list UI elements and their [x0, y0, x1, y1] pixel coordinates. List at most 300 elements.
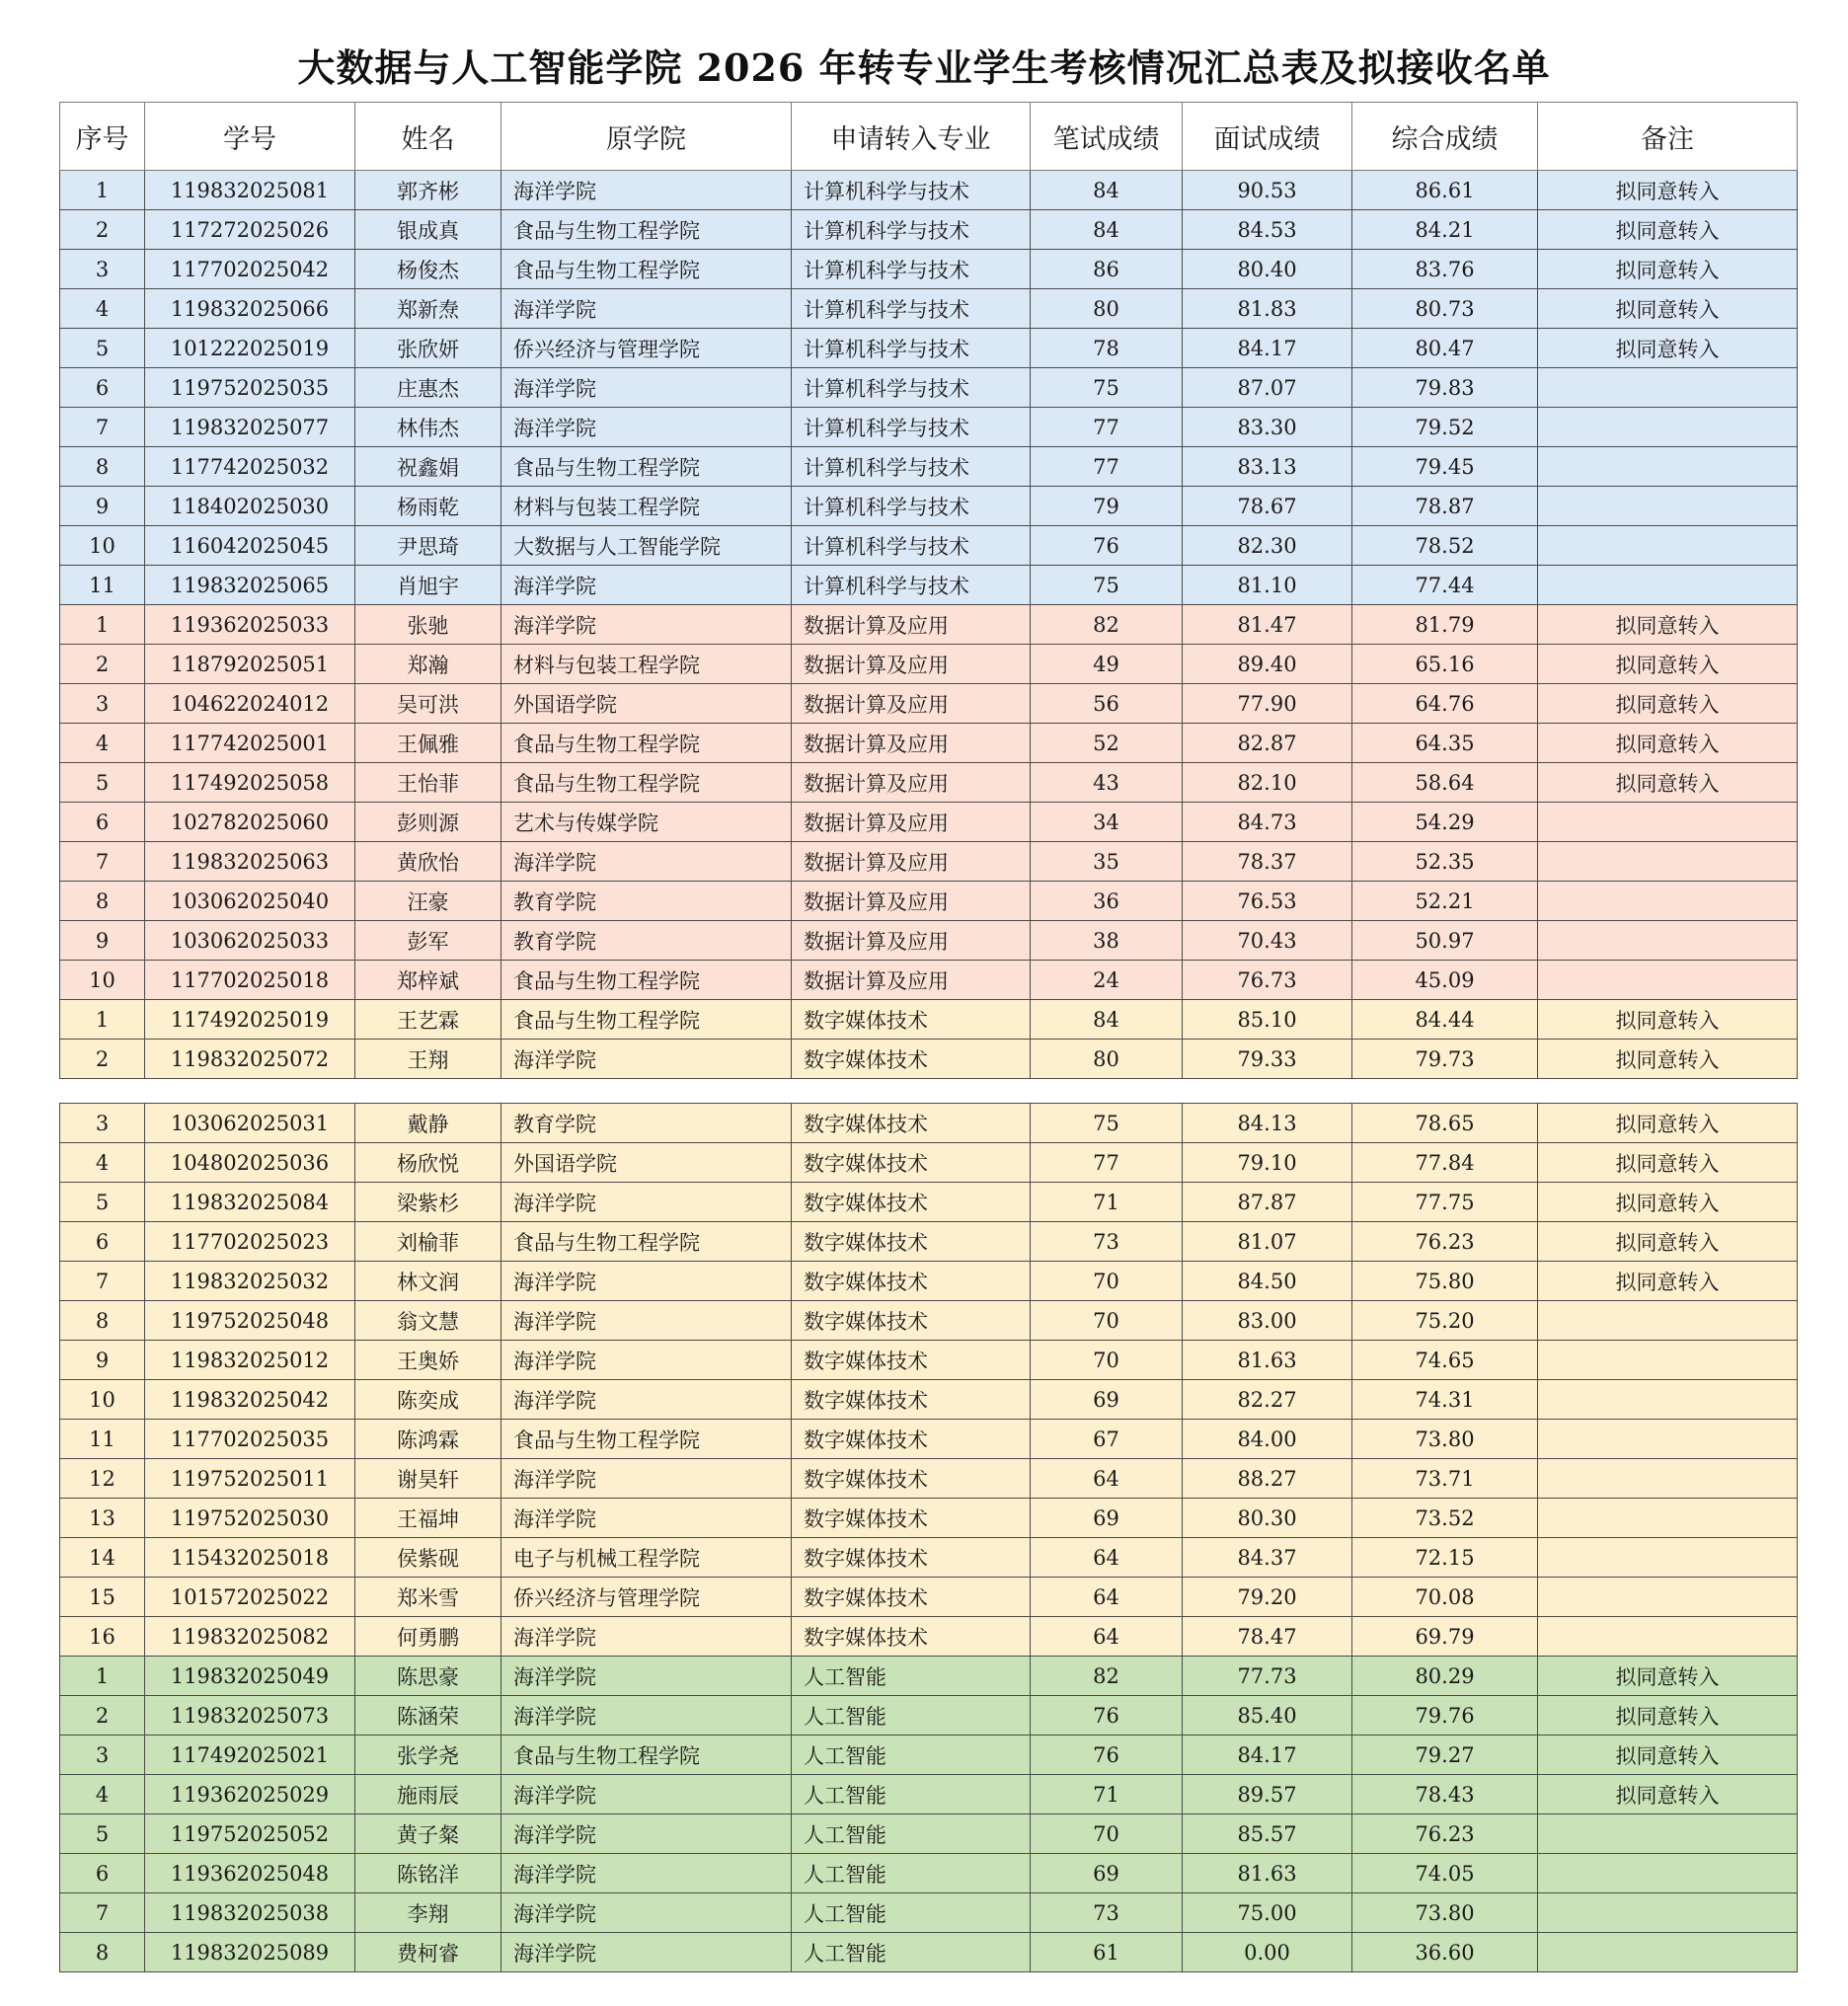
table-row: [60, 645, 1798, 684]
cell-student-id: 119362025029: [145, 1775, 355, 1814]
cell-written-score: 80: [1031, 1040, 1183, 1079]
cell-target-major: 数字媒体技术: [792, 1578, 1031, 1617]
cell-total-score: 75.20: [1352, 1301, 1538, 1341]
cell-written-score: 34: [1031, 803, 1183, 842]
cell-total-score: 79.73: [1352, 1040, 1538, 1079]
cell-name: 银成真: [355, 210, 501, 250]
cell-original-college: 海洋学院: [501, 1380, 792, 1420]
cell-original-college: 食品与生物工程学院: [501, 250, 792, 289]
cell-target-major: 计算机科学与技术: [792, 250, 1031, 289]
cell-name: 王佩雅: [355, 724, 501, 763]
cell-remarks: [1538, 882, 1798, 921]
table-row: [60, 329, 1798, 368]
cell-seq: 1: [60, 1657, 145, 1696]
cell-written-score: 36: [1031, 882, 1183, 921]
table-row: [60, 368, 1798, 408]
table-row: [60, 447, 1798, 487]
cell-total-score: 74.65: [1352, 1341, 1538, 1380]
cell-target-major: 数字媒体技术: [792, 1341, 1031, 1380]
cell-remarks: [1538, 921, 1798, 961]
cell-total-score: 76.23: [1352, 1814, 1538, 1854]
cell-target-major: 人工智能: [792, 1814, 1031, 1854]
cell-seq: 5: [60, 1814, 145, 1854]
cell-interview-score: 88.27: [1183, 1459, 1352, 1499]
cell-target-major: 数据计算及应用: [792, 803, 1031, 842]
cell-interview-score: 84.73: [1183, 803, 1352, 842]
cell-original-college: 海洋学院: [501, 1617, 792, 1657]
cell-student-id: 103062025033: [145, 921, 355, 961]
cell-name: 陈铭洋: [355, 1854, 501, 1893]
cell-remarks: 拟同意转入: [1538, 171, 1798, 210]
cell-target-major: 人工智能: [792, 1775, 1031, 1814]
cell-target-major: 计算机科学与技术: [792, 526, 1031, 566]
cell-target-major: 计算机科学与技术: [792, 487, 1031, 526]
cell-seq: 9: [60, 1341, 145, 1380]
cell-name: 尹思琦: [355, 526, 501, 566]
cell-original-college: 海洋学院: [501, 1893, 792, 1933]
cell-name: 何勇鹏: [355, 1617, 501, 1657]
cell-original-college: 食品与生物工程学院: [501, 763, 792, 803]
cell-student-id: 119832025084: [145, 1183, 355, 1222]
cell-seq: 5: [60, 329, 145, 368]
cell-target-major: 人工智能: [792, 1736, 1031, 1775]
cell-remarks: [1538, 487, 1798, 526]
cell-seq: 3: [60, 250, 145, 289]
cell-written-score: 49: [1031, 645, 1183, 684]
cell-written-score: 77: [1031, 447, 1183, 487]
cell-name: 戴静: [355, 1104, 501, 1143]
table-row: [60, 1538, 1798, 1578]
cell-total-score: 83.76: [1352, 250, 1538, 289]
cell-name: 谢昊轩: [355, 1459, 501, 1499]
table-row: [60, 1143, 1798, 1183]
header-target-major: 申请转入专业: [792, 103, 1031, 171]
cell-original-college: 食品与生物工程学院: [501, 1000, 792, 1040]
cell-interview-score: 82.87: [1183, 724, 1352, 763]
cell-target-major: 数字媒体技术: [792, 1262, 1031, 1301]
cell-total-score: 52.21: [1352, 882, 1538, 921]
cell-remarks: [1538, 1617, 1798, 1657]
cell-original-college: 海洋学院: [501, 1040, 792, 1079]
cell-name: 吴可洪: [355, 684, 501, 724]
cell-seq: 1: [60, 605, 145, 645]
cell-interview-score: 81.10: [1183, 566, 1352, 605]
cell-total-score: 86.61: [1352, 171, 1538, 210]
cell-written-score: 75: [1031, 1104, 1183, 1143]
summary-table-part-2: [59, 1103, 1798, 1972]
table-row: [60, 566, 1798, 605]
cell-written-score: 52: [1031, 724, 1183, 763]
cell-student-id: 101222025019: [145, 329, 355, 368]
cell-seq: 15: [60, 1578, 145, 1617]
cell-total-score: 77.44: [1352, 566, 1538, 605]
cell-written-score: 76: [1031, 526, 1183, 566]
cell-remarks: 拟同意转入: [1538, 329, 1798, 368]
cell-target-major: 数据计算及应用: [792, 684, 1031, 724]
cell-seq: 7: [60, 1893, 145, 1933]
cell-total-score: 80.73: [1352, 289, 1538, 329]
cell-written-score: 84: [1031, 1000, 1183, 1040]
cell-original-college: 海洋学院: [501, 1183, 792, 1222]
cell-name: 祝鑫娟: [355, 447, 501, 487]
cell-original-college: 电子与机械工程学院: [501, 1538, 792, 1578]
cell-student-id: 119752025052: [145, 1814, 355, 1854]
cell-name: 林伟杰: [355, 408, 501, 447]
cell-remarks: 拟同意转入: [1538, 1222, 1798, 1262]
cell-name: 李翔: [355, 1893, 501, 1933]
table-row: [60, 1736, 1798, 1775]
cell-student-id: 102782025060: [145, 803, 355, 842]
cell-remarks: 拟同意转入: [1538, 684, 1798, 724]
cell-remarks: [1538, 842, 1798, 882]
cell-written-score: 69: [1031, 1380, 1183, 1420]
cell-student-id: 119832025081: [145, 171, 355, 210]
cell-name: 施雨辰: [355, 1775, 501, 1814]
cell-original-college: 艺术与传媒学院: [501, 803, 792, 842]
table-row: [60, 1657, 1798, 1696]
cell-total-score: 79.76: [1352, 1696, 1538, 1736]
cell-seq: 6: [60, 803, 145, 842]
cell-name: 彭则源: [355, 803, 501, 842]
cell-name: 黄子粲: [355, 1814, 501, 1854]
cell-remarks: 拟同意转入: [1538, 1696, 1798, 1736]
cell-name: 黄欣怡: [355, 842, 501, 882]
cell-seq: 2: [60, 210, 145, 250]
table-row: [60, 1183, 1798, 1222]
table-row: [60, 1814, 1798, 1854]
cell-remarks: 拟同意转入: [1538, 210, 1798, 250]
cell-original-college: 海洋学院: [501, 289, 792, 329]
cell-name: 梁紫杉: [355, 1183, 501, 1222]
cell-remarks: [1538, 1459, 1798, 1499]
table-row: [60, 1262, 1798, 1301]
cell-name: 王艺霖: [355, 1000, 501, 1040]
cell-original-college: 食品与生物工程学院: [501, 210, 792, 250]
table-row: [60, 526, 1798, 566]
cell-name: 庄惠杰: [355, 368, 501, 408]
cell-interview-score: 83.13: [1183, 447, 1352, 487]
cell-remarks: 拟同意转入: [1538, 1657, 1798, 1696]
cell-target-major: 人工智能: [792, 1893, 1031, 1933]
cell-interview-score: 80.40: [1183, 250, 1352, 289]
cell-written-score: 71: [1031, 1775, 1183, 1814]
cell-seq: 4: [60, 1143, 145, 1183]
cell-student-id: 115432025018: [145, 1538, 355, 1578]
cell-interview-score: 77.73: [1183, 1657, 1352, 1696]
cell-original-college: 食品与生物工程学院: [501, 724, 792, 763]
table-row: [60, 408, 1798, 447]
cell-original-college: 食品与生物工程学院: [501, 447, 792, 487]
cell-total-score: 58.64: [1352, 763, 1538, 803]
cell-interview-score: 85.10: [1183, 1000, 1352, 1040]
cell-original-college: 海洋学院: [501, 1262, 792, 1301]
table-row: [60, 487, 1798, 526]
cell-target-major: 计算机科学与技术: [792, 210, 1031, 250]
cell-name: 王奥娇: [355, 1341, 501, 1380]
cell-name: 郑瀚: [355, 645, 501, 684]
cell-original-college: 教育学院: [501, 1104, 792, 1143]
table-row: [60, 1380, 1798, 1420]
table-row: [60, 842, 1798, 882]
cell-seq: 3: [60, 1736, 145, 1775]
cell-written-score: 73: [1031, 1893, 1183, 1933]
cell-interview-score: 75.00: [1183, 1893, 1352, 1933]
header-original-college: 原学院: [501, 103, 792, 171]
cell-name: 陈思豪: [355, 1657, 501, 1696]
cell-student-id: 117702025042: [145, 250, 355, 289]
cell-total-score: 50.97: [1352, 921, 1538, 961]
cell-name: 郑梓斌: [355, 961, 501, 1000]
cell-remarks: [1538, 1933, 1798, 1972]
cell-total-score: 77.75: [1352, 1183, 1538, 1222]
cell-interview-score: 78.37: [1183, 842, 1352, 882]
cell-student-id: 117742025032: [145, 447, 355, 487]
cell-total-score: 64.35: [1352, 724, 1538, 763]
cell-written-score: 77: [1031, 1143, 1183, 1183]
cell-total-score: 54.29: [1352, 803, 1538, 842]
cell-target-major: 数字媒体技术: [792, 1538, 1031, 1578]
cell-remarks: 拟同意转入: [1538, 763, 1798, 803]
cell-written-score: 64: [1031, 1578, 1183, 1617]
cell-interview-score: 78.47: [1183, 1617, 1352, 1657]
cell-target-major: 数字媒体技术: [792, 1222, 1031, 1262]
table-row: [60, 289, 1798, 329]
table-row: [60, 210, 1798, 250]
cell-seq: 4: [60, 289, 145, 329]
cell-written-score: 79: [1031, 487, 1183, 526]
cell-interview-score: 81.63: [1183, 1341, 1352, 1380]
cell-original-college: 材料与包装工程学院: [501, 645, 792, 684]
cell-interview-score: 89.40: [1183, 645, 1352, 684]
cell-target-major: 数据计算及应用: [792, 882, 1031, 921]
cell-total-score: 75.80: [1352, 1262, 1538, 1301]
cell-seq: 8: [60, 882, 145, 921]
cell-target-major: 数字媒体技术: [792, 1499, 1031, 1538]
cell-remarks: 拟同意转入: [1538, 1736, 1798, 1775]
cell-seq: 3: [60, 684, 145, 724]
cell-target-major: 数据计算及应用: [792, 763, 1031, 803]
header-seq: 序号: [60, 103, 145, 171]
cell-written-score: 70: [1031, 1814, 1183, 1854]
cell-seq: 14: [60, 1538, 145, 1578]
cell-seq: 2: [60, 1696, 145, 1736]
cell-name: 林文润: [355, 1262, 501, 1301]
cell-original-college: 海洋学院: [501, 1696, 792, 1736]
cell-original-college: 外国语学院: [501, 1143, 792, 1183]
cell-remarks: 拟同意转入: [1538, 724, 1798, 763]
cell-remarks: 拟同意转入: [1538, 1262, 1798, 1301]
cell-written-score: 82: [1031, 605, 1183, 645]
cell-target-major: 数据计算及应用: [792, 605, 1031, 645]
cell-original-college: 食品与生物工程学院: [501, 1420, 792, 1459]
cell-student-id: 116042025045: [145, 526, 355, 566]
cell-student-id: 118402025030: [145, 487, 355, 526]
cell-student-id: 117702025035: [145, 1420, 355, 1459]
cell-student-id: 119832025049: [145, 1657, 355, 1696]
cell-remarks: [1538, 1380, 1798, 1420]
cell-interview-score: 84.53: [1183, 210, 1352, 250]
cell-student-id: 119752025011: [145, 1459, 355, 1499]
cell-remarks: [1538, 1499, 1798, 1538]
cell-seq: 11: [60, 1420, 145, 1459]
cell-total-score: 73.80: [1352, 1420, 1538, 1459]
cell-original-college: 教育学院: [501, 921, 792, 961]
cell-written-score: 70: [1031, 1262, 1183, 1301]
cell-seq: 6: [60, 1222, 145, 1262]
cell-total-score: 79.45: [1352, 447, 1538, 487]
cell-interview-score: 70.43: [1183, 921, 1352, 961]
cell-seq: 16: [60, 1617, 145, 1657]
cell-total-score: 74.05: [1352, 1854, 1538, 1893]
cell-name: 肖旭宇: [355, 566, 501, 605]
table-row: [60, 763, 1798, 803]
cell-written-score: 35: [1031, 842, 1183, 882]
cell-target-major: 数字媒体技术: [792, 1380, 1031, 1420]
cell-student-id: 119832025082: [145, 1617, 355, 1657]
cell-total-score: 73.52: [1352, 1499, 1538, 1538]
table-row: [60, 171, 1798, 210]
cell-written-score: 78: [1031, 329, 1183, 368]
cell-original-college: 海洋学院: [501, 1499, 792, 1538]
cell-written-score: 77: [1031, 408, 1183, 447]
cell-interview-score: 89.57: [1183, 1775, 1352, 1814]
cell-student-id: 119832025077: [145, 408, 355, 447]
table-row: [60, 803, 1798, 842]
cell-seq: 6: [60, 368, 145, 408]
cell-seq: 7: [60, 408, 145, 447]
cell-remarks: [1538, 566, 1798, 605]
cell-seq: 13: [60, 1499, 145, 1538]
cell-total-score: 77.84: [1352, 1143, 1538, 1183]
table-row: [60, 1000, 1798, 1040]
table-row: [60, 605, 1798, 645]
table-body-part-2: [60, 1104, 1798, 1972]
cell-original-college: 大数据与人工智能学院: [501, 526, 792, 566]
cell-written-score: 84: [1031, 171, 1183, 210]
cell-remarks: 拟同意转入: [1538, 1000, 1798, 1040]
cell-remarks: 拟同意转入: [1538, 605, 1798, 645]
cell-target-major: 数据计算及应用: [792, 645, 1031, 684]
cell-original-college: 海洋学院: [501, 1933, 792, 1972]
cell-student-id: 118792025051: [145, 645, 355, 684]
cell-remarks: [1538, 368, 1798, 408]
cell-student-id: 119832025073: [145, 1696, 355, 1736]
cell-written-score: 75: [1031, 566, 1183, 605]
cell-name: 侯紫砚: [355, 1538, 501, 1578]
cell-remarks: [1538, 803, 1798, 842]
cell-original-college: 海洋学院: [501, 1301, 792, 1341]
cell-original-college: 海洋学院: [501, 171, 792, 210]
cell-total-score: 79.52: [1352, 408, 1538, 447]
cell-remarks: 拟同意转入: [1538, 250, 1798, 289]
cell-remarks: 拟同意转入: [1538, 1775, 1798, 1814]
cell-seq: 10: [60, 1380, 145, 1420]
cell-written-score: 73: [1031, 1222, 1183, 1262]
cell-interview-score: 87.07: [1183, 368, 1352, 408]
cell-original-college: 外国语学院: [501, 684, 792, 724]
cell-interview-score: 83.30: [1183, 408, 1352, 447]
table-row: [60, 250, 1798, 289]
table-row: [60, 1578, 1798, 1617]
cell-written-score: 38: [1031, 921, 1183, 961]
cell-target-major: 人工智能: [792, 1933, 1031, 1972]
cell-original-college: 海洋学院: [501, 1814, 792, 1854]
cell-student-id: 119362025048: [145, 1854, 355, 1893]
table-row: [60, 1499, 1798, 1538]
cell-original-college: 食品与生物工程学院: [501, 1222, 792, 1262]
cell-interview-score: 82.30: [1183, 526, 1352, 566]
table-row: [60, 684, 1798, 724]
table-row: [60, 1933, 1798, 1972]
cell-total-score: 70.08: [1352, 1578, 1538, 1617]
header-interview-score: 面试成绩: [1183, 103, 1352, 171]
cell-student-id: 119752025030: [145, 1499, 355, 1538]
cell-interview-score: 84.17: [1183, 1736, 1352, 1775]
cell-student-id: 117492025058: [145, 763, 355, 803]
cell-name: 刘榆菲: [355, 1222, 501, 1262]
cell-original-college: 海洋学院: [501, 1341, 792, 1380]
cell-seq: 2: [60, 1040, 145, 1079]
cell-interview-score: 85.40: [1183, 1696, 1352, 1736]
cell-written-score: 82: [1031, 1657, 1183, 1696]
cell-written-score: 75: [1031, 368, 1183, 408]
cell-original-college: 海洋学院: [501, 842, 792, 882]
cell-total-score: 65.16: [1352, 645, 1538, 684]
table-row: [60, 1420, 1798, 1459]
cell-target-major: 数字媒体技术: [792, 1143, 1031, 1183]
cell-total-score: 73.80: [1352, 1893, 1538, 1933]
cell-seq: 7: [60, 1262, 145, 1301]
cell-student-id: 117272025026: [145, 210, 355, 250]
cell-original-college: 海洋学院: [501, 1854, 792, 1893]
cell-student-id: 101572025022: [145, 1578, 355, 1617]
cell-total-score: 80.29: [1352, 1657, 1538, 1696]
cell-seq: 11: [60, 566, 145, 605]
table-row: [60, 1696, 1798, 1736]
cell-target-major: 人工智能: [792, 1854, 1031, 1893]
cell-total-score: 79.83: [1352, 368, 1538, 408]
cell-written-score: 24: [1031, 961, 1183, 1000]
document-title: 大数据与人工智能学院 2026 年转专业学生考核情况汇总表及拟接收名单: [297, 45, 1551, 90]
cell-written-score: 80: [1031, 289, 1183, 329]
cell-target-major: 数字媒体技术: [792, 1420, 1031, 1459]
cell-name: 杨雨乾: [355, 487, 501, 526]
table-row: [60, 882, 1798, 921]
cell-total-score: 81.79: [1352, 605, 1538, 645]
table-body-part-1: [60, 171, 1798, 1079]
cell-written-score: 70: [1031, 1341, 1183, 1380]
cell-name: 王怡菲: [355, 763, 501, 803]
table-row: [60, 1775, 1798, 1814]
cell-remarks: [1538, 1854, 1798, 1893]
cell-interview-score: 83.00: [1183, 1301, 1352, 1341]
cell-target-major: 数字媒体技术: [792, 1183, 1031, 1222]
cell-student-id: 119752025048: [145, 1301, 355, 1341]
cell-seq: 8: [60, 447, 145, 487]
header-total-score: 综合成绩: [1352, 103, 1538, 171]
cell-student-id: 119832025038: [145, 1893, 355, 1933]
cell-student-id: 119832025065: [145, 566, 355, 605]
cell-remarks: [1538, 1538, 1798, 1578]
table-row: [60, 1893, 1798, 1933]
cell-target-major: 计算机科学与技术: [792, 566, 1031, 605]
cell-original-college: 食品与生物工程学院: [501, 1736, 792, 1775]
cell-student-id: 103062025031: [145, 1104, 355, 1143]
cell-target-major: 数字媒体技术: [792, 1104, 1031, 1143]
table-row: [60, 1459, 1798, 1499]
cell-seq: 10: [60, 526, 145, 566]
cell-interview-score: 90.53: [1183, 171, 1352, 210]
